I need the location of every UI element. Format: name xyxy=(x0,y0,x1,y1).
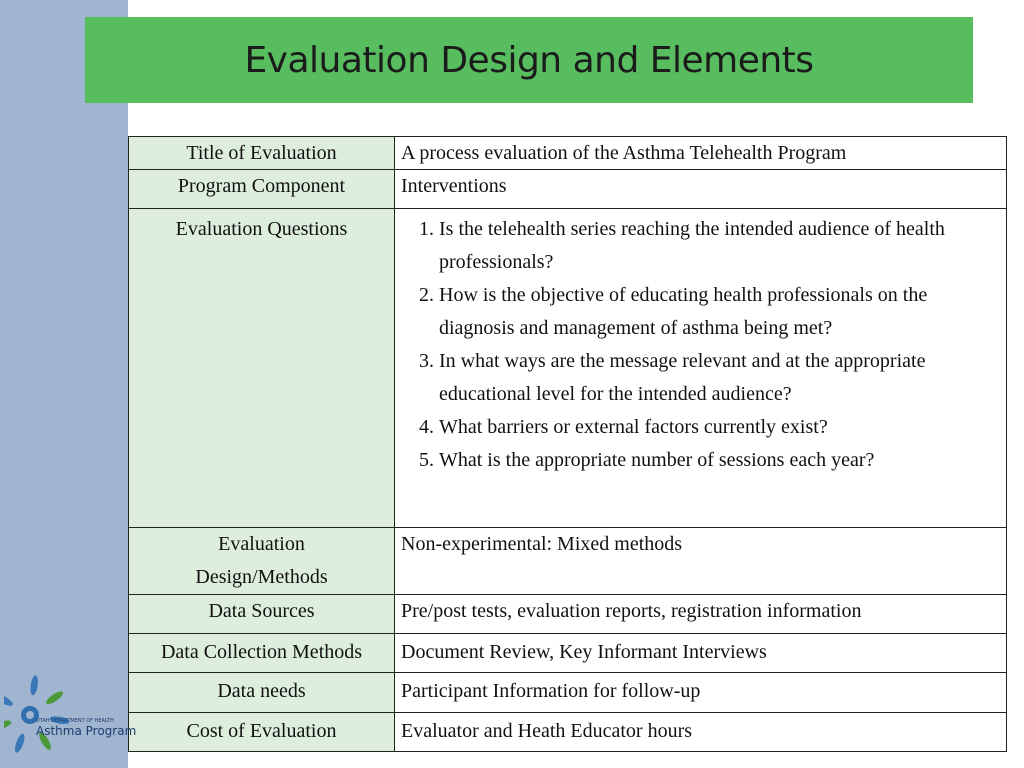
table-row xyxy=(129,170,1007,209)
row-label-design-line2: Design/Methods xyxy=(195,566,328,588)
row-label-cost: Cost of Evaluation xyxy=(129,713,395,752)
table-row xyxy=(129,634,1007,673)
row-label-questions: Evaluation Questions xyxy=(129,209,395,528)
row-label-needs: Data needs xyxy=(129,673,395,713)
row-value-design: Non-experimental: Mixed methods xyxy=(395,528,1007,595)
table-row xyxy=(129,209,1007,528)
logo-program-text: Asthma Program xyxy=(36,724,137,738)
row-value-component: Interventions xyxy=(395,170,1007,209)
row-value-title: A process evaluation of the Asthma Telehealth Program xyxy=(395,137,1007,170)
question-item: 2. How is the objective of educating health professionals on the diagnosis and management of asthma being met? xyxy=(439,279,1000,345)
row-label-collection: Data Collection Methods xyxy=(129,634,395,673)
row-value-questions xyxy=(395,209,1007,528)
row-value-cost: Evaluator and Heath Educator hours xyxy=(395,713,1007,752)
left-sidebar-band xyxy=(0,0,128,768)
row-label-sources: Data Sources xyxy=(129,595,395,634)
table-row xyxy=(129,595,1007,634)
table-row xyxy=(129,673,1007,713)
asthma-program-logo-icon xyxy=(4,672,128,758)
row-label-design xyxy=(129,528,395,595)
question-item: 5. What is the appropriate number of sessions each year? xyxy=(439,444,1000,477)
evaluation-table xyxy=(128,136,1007,752)
question-item: 4. What barriers or external factors currently exist? xyxy=(439,411,1000,444)
table-row xyxy=(129,713,1007,752)
row-label-title: Title of Evaluation xyxy=(129,137,395,170)
row-label-component: Program Component xyxy=(129,170,395,209)
logo-small-text: UTAH DEPARTMENT OF HEALTH xyxy=(36,718,114,724)
title-band xyxy=(85,17,973,103)
slide-title: Evaluation Design and Elements xyxy=(244,39,814,81)
row-value-needs: Participant Information for follow-up xyxy=(395,673,1007,713)
table-row xyxy=(129,137,1007,170)
question-item: 1. Is the telehealth series reaching the intended audience of health professionals? xyxy=(439,213,1000,279)
row-value-sources: Pre/post tests, evaluation reports, registration information xyxy=(395,595,1007,634)
questions-list xyxy=(401,213,1000,477)
row-label-design-line1: Evaluation xyxy=(218,533,305,555)
row-value-collection: Document Review, Key Informant Interviews xyxy=(395,634,1007,673)
table-row xyxy=(129,528,1007,595)
question-item: 3. In what ways are the message relevant and at the appropriate educational level for the intended audience? xyxy=(439,345,1000,411)
